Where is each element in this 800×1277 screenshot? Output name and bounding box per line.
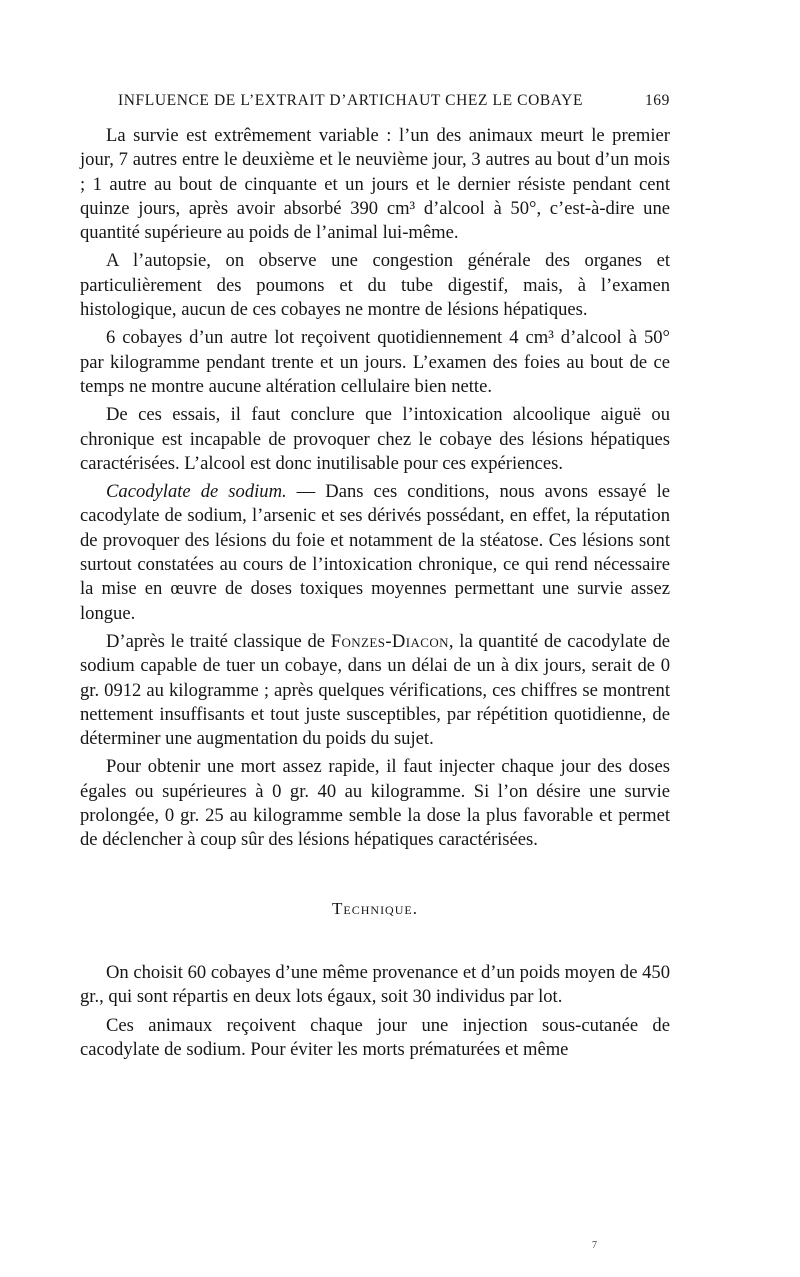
author-name: Fonzes-Diacon xyxy=(330,630,449,652)
page-header xyxy=(80,92,670,118)
section-title: Technique. xyxy=(332,898,418,918)
paragraph-text: — Dans ces conditions, nous avons essayé le cacodylate de sodium, l’arsenic et ses dérivés possédant, en effet, la réputation de provoquer des lésions du foie et notamment de la stéatose. Ces lésions sont surtout constatées au cours de l’intoxication chronique, ce qui rend nécessaire la mise en œuvre de doses toxiques moyennes permettant une survie assez longue. xyxy=(80,481,670,624)
page-number: 169 xyxy=(644,92,670,109)
paragraph-fonzes xyxy=(80,630,670,751)
paragraph: Pour obtenir une mort assez rapide, il faut injecter chaque jour des doses égales ou supérieures à 0 gr. 40 au kilogramme. Si l’on désire une survie prolongée, 0 gr. 25 au kilogramme semble la dose la plus favorable et permet de déclencher à coup sûr des lésions hépatiques caractérisées. xyxy=(80,756,670,851)
paragraph: A l’autopsie, on observe une congestion générale des organes et particulièrement des poumons et du tube digestif, mais, à l’examen histologique, aucun de ces cobayes ne montre de lésions hépatiques. xyxy=(80,250,670,321)
paragraph: 6 cobayes d’un autre lot reçoivent quotidiennement 4 cm³ d’alcool à 50° par kilogramme pendant trente et un jours. L’examen des foies au bout de ce temps ne montre aucune altération cellulaire bien nette. xyxy=(80,327,670,397)
paragraph: De ces essais, il faut conclure que l’intoxication alcoolique aiguë ou chronique est incapable de provoquer chez le cobaye des lésions hépatiques caractérisées. L’alcool est donc inutilisable pour ces expériences. xyxy=(80,404,670,474)
body-text xyxy=(80,124,670,1062)
paragraph: Ces animaux reçoivent chaque jour une injection sous-cutanée de cacodylate de sodium. Pour éviter les morts prématurées et même xyxy=(80,1014,670,1060)
paragraph: On choisit 60 cobayes d’une même provenance et d’un poids moyen de 450 gr., qui sont répartis en deux lots égaux, soit 30 individus par lot. xyxy=(80,961,670,1008)
paragraph-cacodylate xyxy=(80,480,670,626)
footer-mark: 7 xyxy=(592,1240,597,1251)
inline-heading: Cacodylate de sodium. xyxy=(106,481,287,503)
document-page xyxy=(80,92,670,1062)
paragraph: La survie est extrêmement variable : l’un des animaux meurt le premier jour, 7 autres entre le deuxième et le neuvième jour, 3 autres au bout d’un mois ; 1 autre au bout de cinquante et un jours et le dernier résiste pendant cent quinze jours, après avoir absorbé 390 cm³ d’alcool à 50°, c’est-à-dire une quantité supérieure au poids de l’animal lui-même. xyxy=(80,125,670,244)
paragraph-text: D’après le traité classique de xyxy=(106,630,331,652)
running-title: INFLUENCE DE L’EXTRAIT D’ARTICHAUT CHEZ LE COBAYE xyxy=(118,92,584,109)
paragraph-text: , la quantité de cacodylate de sodium capable de tuer un cobaye, dans un délai de un à dix jours, serait de 0 gr. 0912 au kilogramme ; après quelques vérifications, ces chiffres se montrent nettement insuffisants et tout juste susceptibles, par répétition quotidienne, de déterminer une augmentation du poids du sujet. xyxy=(80,630,670,750)
